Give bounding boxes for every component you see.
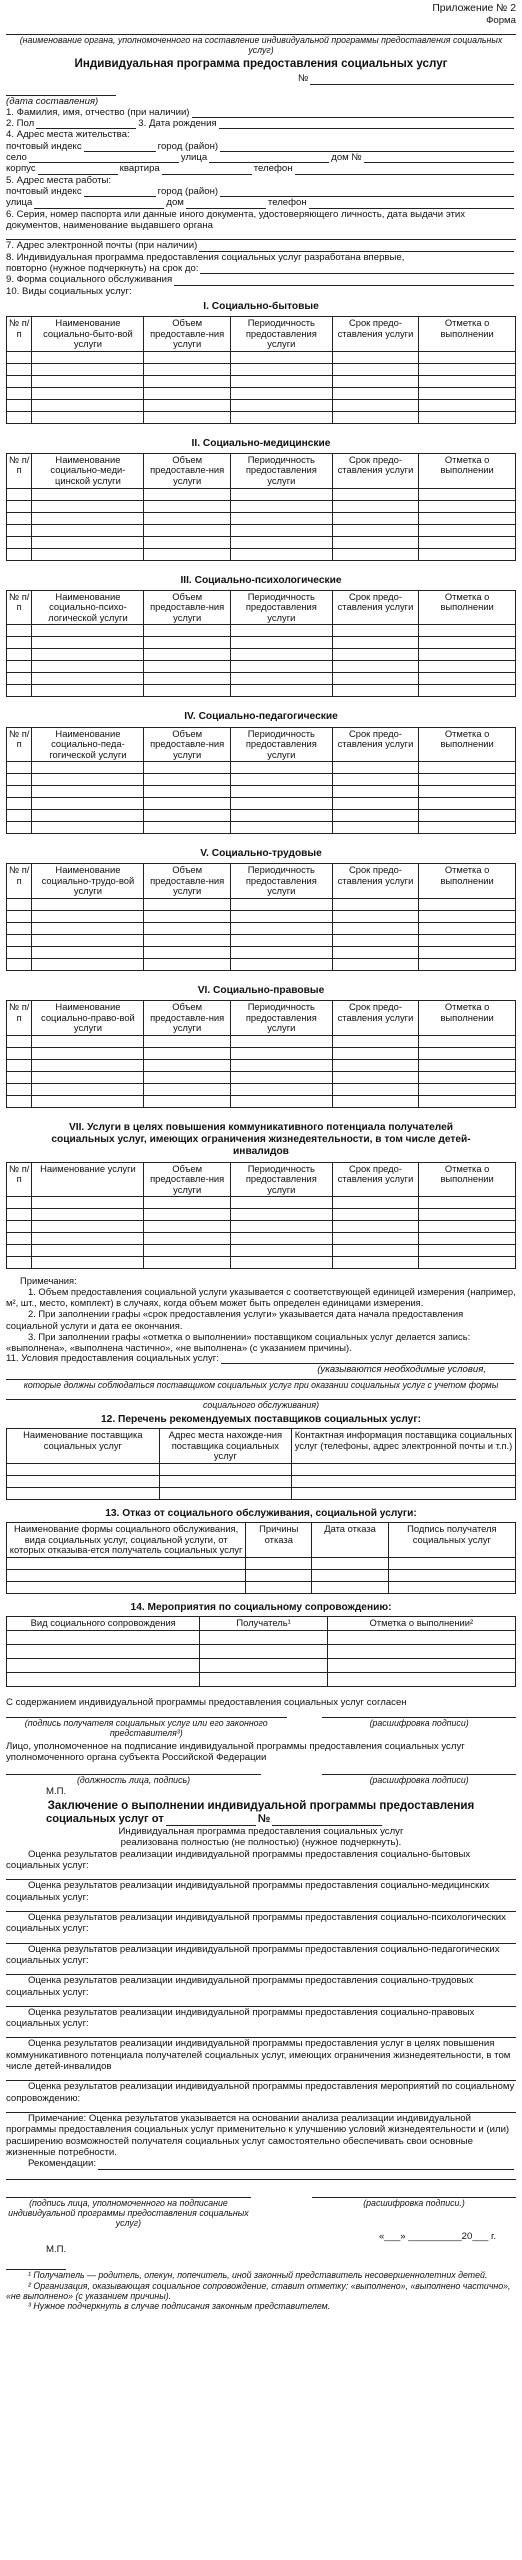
conditions-caption-c: социального обслуживания) — [202, 1399, 320, 1410]
services-table — [6, 590, 516, 698]
col-period: Периодичность предоставления услуги — [230, 1162, 332, 1197]
evaluation-text: Оценка результатов реализации индивидуальной программы предоставления социально-педагогических социальных услуг: — [6, 1943, 500, 1966]
postcode-label: почтовый индекс — [6, 140, 82, 152]
city-field[interactable] — [220, 141, 514, 152]
col-mark: Отметка о выполнении — [419, 864, 516, 899]
support-col-kind: Вид социального сопровождения — [7, 1617, 200, 1631]
table-row[interactable] — [7, 1083, 516, 1095]
col-service-name: Наименование услуги — [32, 1162, 144, 1197]
table-row[interactable] — [7, 1569, 516, 1581]
village-field[interactable] — [29, 152, 179, 163]
conclusion-p1: Индивидуальная программа предоставления социальных услуг — [118, 1826, 404, 1838]
section-title: II. Социально-медицинские — [191, 437, 331, 449]
conclusion-date-field[interactable] — [166, 1815, 256, 1826]
passport-field[interactable] — [6, 231, 516, 240]
field-work-label: 5. Адрес места работы: — [6, 174, 112, 186]
field-passport-label: 6. Серия, номер паспорта или данные иного документа, удостоверяющего личность, дата выдачи этих документов, наименование выдавшего органа — [6, 208, 466, 231]
date-caption: (дата составления) — [6, 95, 99, 107]
table-row[interactable] — [7, 1463, 516, 1475]
table-row[interactable] — [7, 387, 516, 399]
work-postcode-field[interactable] — [84, 186, 156, 197]
work-phone-label: телефон — [267, 197, 307, 209]
table-row[interactable] — [7, 774, 516, 786]
table-row[interactable] — [7, 512, 516, 524]
table-row[interactable] — [7, 810, 516, 822]
table-row[interactable] — [7, 536, 516, 548]
house-field[interactable] — [364, 152, 514, 163]
conclusion-p2: реализована полностью (не полностью) (нужное подчеркнуть). — [120, 1837, 402, 1849]
table-row[interactable] — [7, 488, 516, 500]
conclusion-title-b: социальных услуг от — [46, 1812, 164, 1825]
evaluation-text: Оценка результатов реализации индивидуальной программы предоставления мероприятий по социальному сопровождению: — [6, 2081, 515, 2104]
table-row[interactable] — [7, 1035, 516, 1047]
table-row[interactable] — [7, 911, 516, 923]
conclusion-title: Заключение о выполнении индивидуальной программы предоставления — [47, 1798, 475, 1812]
section-title: IV. Социально-педагогические — [184, 711, 338, 723]
note-3: 3. При заполнении графы «отметка о выполнении» поставщиком социальных услуг делается запись: «выполнена», «выполнена частично», «не выполнена» (с указанием причины). — [6, 1330, 471, 1353]
postcode-field[interactable] — [84, 141, 156, 152]
col-term: Срок предо-ставления услуги — [332, 317, 419, 352]
table-row[interactable] — [7, 822, 516, 834]
col-term: Срок предо-ставления услуги — [332, 1162, 419, 1197]
col-service-name: Наименование социально-право-вой услуги — [32, 1001, 144, 1036]
conditions-caption-b: которые должны соблюдаться поставщиком социальных услуг при оказании социальных услуг с учетом формы — [23, 1380, 499, 1391]
work-city-label: город (район) — [157, 186, 219, 198]
col-num: № п/п — [7, 1162, 32, 1197]
col-num: № п/п — [7, 453, 32, 488]
conditions-line-3[interactable] — [6, 1391, 516, 1400]
col-volume: Объем предоставле-ния услуги — [144, 727, 231, 762]
refusal-col-name: Наименование формы социального обслуживания, вида социальных услуг, социальной услуги, от которых отказыва-ется получатель социальных услуг — [7, 1523, 246, 1558]
notes-title: Примечания: — [20, 1275, 77, 1287]
evaluation-field[interactable] — [6, 2029, 516, 2038]
refusal-col-date: Дата отказа — [312, 1523, 388, 1558]
col-num: № п/п — [7, 590, 32, 625]
work-house-field[interactable] — [186, 198, 266, 209]
col-term: Срок предо-ставления услуги — [332, 1001, 419, 1036]
providers-title: 12. Перечень рекомендуемых поставщиков социальных услуг: — [101, 1414, 421, 1426]
col-period: Периодичность предоставления услуги — [230, 590, 332, 625]
col-service-name: Наименование социально-трудо-вой услуги — [32, 864, 144, 899]
corpus-field[interactable] — [38, 164, 118, 175]
providers-col-name: Наименование поставщика социальных услуг — [7, 1429, 160, 1464]
col-mark: Отметка о выполнении — [419, 1001, 516, 1036]
col-service-name: Наименование социально-психо-логической услуги — [32, 590, 144, 625]
refusal-col-sign: Подпись получателя социальных услуг — [388, 1523, 515, 1558]
refusal-col-reason: Причины отказа — [246, 1523, 312, 1558]
field-fio-label: 1. Фамилия, имя, отчество (при наличии) — [6, 106, 190, 118]
support-table — [6, 1616, 516, 1687]
number-field[interactable] — [310, 74, 514, 85]
table-row[interactable] — [7, 947, 516, 959]
conclusion-note: Примечание: Оценка результатов указывается на основании анализа реализации индивидуальной программы предоставления социальных услуг применительно к улучшению условий жизнедеятельности и (или) расширению возможностей получателя социальных услуг самостоятельно обеспечивать свои основные жизненные потребности. — [6, 2113, 510, 2158]
conclusion-num-field[interactable] — [272, 1815, 382, 1826]
work-street-label: улица — [6, 197, 33, 209]
org-line[interactable] — [6, 27, 516, 35]
col-service-name: Наименование социально-меди-цинской услуги — [32, 453, 144, 488]
conditions-label: 11. Условия предоставления социальных услуг: — [6, 1352, 219, 1364]
col-mark: Отметка о выполнении — [419, 727, 516, 762]
table-row[interactable] — [7, 685, 516, 697]
evaluation-field[interactable] — [6, 1935, 516, 1944]
table-row[interactable] — [7, 1197, 516, 1209]
col-volume: Объем предоставле-ния услуги — [144, 864, 231, 899]
position-decode-caption: (расшифровка подписи) — [369, 1775, 469, 1786]
col-service-name: Наименование социально-быто-вой услуги — [32, 317, 144, 352]
position-caption: (должность лица, подпись) — [76, 1775, 191, 1786]
col-mark: Отметка о выполнении — [419, 453, 516, 488]
recommendations-field[interactable] — [98, 2159, 514, 2170]
table-row[interactable] — [7, 1487, 516, 1499]
section-title: VII. Услуги в целях повышения коммуникативного потенциала получателей социальных услуг, имеющих ограничения жизнедеятельности, в том числе детей-инвалидов — [51, 1121, 471, 1158]
evaluation-text: Оценка результатов реализации индивидуальной программы предоставления социально-психологических социальных услуг: — [6, 1911, 506, 1935]
field-birth[interactable] — [219, 118, 514, 129]
apt-label: квартира — [119, 163, 160, 175]
corpus-label: корпус — [6, 163, 36, 175]
col-num: № п/п — [7, 317, 32, 352]
table-row[interactable] — [7, 1095, 516, 1107]
work-house-label: дом — [166, 197, 184, 209]
table-row[interactable] — [7, 524, 516, 536]
document-title: Индивидуальная программа предоставления социальных услуг — [74, 57, 448, 71]
footnote-2: ² Организация, оказывающая социальное сопровождение, ставит отметку: «выполнено», «выполнено частично», «не выполнено» (с указанием причины). — [6, 2280, 511, 2302]
col-num: № п/п — [7, 864, 32, 899]
city-label: город (район) — [157, 140, 219, 152]
table-row[interactable] — [7, 798, 516, 810]
col-mark: Отметка о выполнении — [419, 590, 516, 625]
table-row[interactable] — [7, 1245, 516, 1257]
col-term: Срок предо-ставления услуги — [332, 453, 419, 488]
footnote-3: ³ Нужное подчеркнуть в случае подписания законным представителем. — [28, 2301, 331, 2312]
col-num: № п/п — [7, 727, 32, 762]
footnote-1: ¹ Получатель — родитель, опекун, попечитель, иной законный представитель несовершеннолетних детей. — [28, 2270, 488, 2281]
agreement-decode-caption: (расшифровка подписи) — [369, 1717, 469, 1728]
agreement-signature-caption: (подпись получателя социальных услуг или его законного представителя³) — [24, 1717, 268, 1739]
work-street-field[interactable] — [34, 198, 164, 209]
agreement-text: С содержанием индивидуальной программы предоставления социальных услуг согласен — [6, 1696, 407, 1708]
support-col-mark: Отметка о выполнении² — [327, 1617, 515, 1631]
table-row[interactable] — [7, 1557, 516, 1569]
col-period: Периодичность предоставления услуги — [230, 453, 332, 488]
col-volume: Объем предоставле-ния услуги — [144, 1001, 231, 1036]
refusal-title: 13. Отказ от социального обслуживания, социальной услуги: — [105, 1507, 417, 1519]
table-row[interactable] — [7, 1221, 516, 1233]
col-num: № п/п — [7, 1001, 32, 1036]
work-postcode-label: почтовый индекс — [6, 186, 82, 198]
table-row[interactable] — [7, 375, 516, 387]
appendix-label: Приложение № 2 — [432, 3, 516, 14]
col-term: Срок предо-ставления услуги — [332, 727, 419, 762]
services-table — [6, 727, 516, 835]
field-email[interactable] — [199, 241, 514, 252]
apt-field[interactable] — [162, 164, 252, 175]
col-volume: Объем предоставле-ния услуги — [144, 1162, 231, 1197]
phone-label: телефон — [253, 163, 293, 175]
org-caption: (наименование органа, уполномоченного на составление индивидуальной программы предоставления социальных услуг) — [19, 34, 503, 55]
col-service-name: Наименование социально-педа-гогической услуги — [32, 727, 144, 762]
table-row[interactable] — [7, 1059, 516, 1071]
table-row[interactable] — [7, 959, 516, 971]
conclusion-stamp-label: М.П. — [46, 2244, 67, 2256]
field-term-label: повторно (нужное подчеркнуть) на срок до: — [6, 262, 199, 274]
table-row[interactable] — [7, 1475, 516, 1487]
field-form-label: 9. Форма социального обслуживания — [6, 274, 173, 286]
conclusion-num-label: № — [257, 1812, 271, 1825]
table-row[interactable] — [7, 411, 516, 423]
work-city-field[interactable] — [220, 186, 514, 197]
field-form[interactable] — [174, 275, 514, 286]
table-row[interactable] — [7, 1209, 516, 1221]
field-fio[interactable] — [192, 107, 515, 118]
work-phone-field[interactable] — [309, 198, 514, 209]
field-birth-label: 3. Дата рождения — [138, 118, 217, 130]
services-table — [6, 1000, 516, 1108]
conclusion-decode-caption: (расшифровка подписи.) — [363, 2197, 465, 2208]
table-row[interactable] — [7, 399, 516, 411]
section-title: III. Социально-психологические — [180, 574, 342, 586]
services-table — [6, 316, 516, 424]
conclusion-signature-caption: (подпись лица, уполномоченного на подписание индивидуальной программы предоставления социальных услуг) — [8, 2197, 249, 2229]
col-period: Периодичность предоставления услуги — [230, 727, 332, 762]
table-row[interactable] — [7, 500, 516, 512]
field-email-label: 7. Адрес электронной почты (при наличии) — [6, 240, 198, 252]
providers-table — [6, 1428, 516, 1500]
note-2: 2. При заполнении графы «срок предоставления услуги» указывается дата начала предоставления социальной услуги и дата ее окончания. — [6, 1308, 464, 1331]
evaluation-text: Оценка результатов реализации индивидуальной программы предоставления социально-правовых социальных услуг: — [6, 2006, 475, 2030]
col-mark: Отметка о выполнении — [419, 317, 516, 352]
table-row[interactable] — [7, 1658, 516, 1672]
col-term: Срок предо-ставления услуги — [332, 590, 419, 625]
field-sex-label: 2. Пол — [6, 118, 35, 130]
form-label: Форма — [486, 15, 516, 27]
street-label: улица — [180, 152, 208, 164]
table-row[interactable] — [7, 351, 516, 363]
table-row[interactable] — [7, 935, 516, 947]
number-label: № — [298, 73, 309, 85]
evaluation-field[interactable] — [6, 2104, 516, 2113]
table-row[interactable] — [7, 661, 516, 673]
support-col-recipient: Получатель¹ — [200, 1617, 327, 1631]
house-label: дом № — [331, 152, 362, 164]
section-title: I. Социально-бытовые — [203, 300, 319, 312]
table-row[interactable] — [7, 923, 516, 935]
field-kinds-label: 10. Виды социальных услуг: — [6, 285, 132, 297]
section-title: V. Социально-трудовые — [200, 848, 322, 860]
evaluation-text: Оценка результатов реализации индивидуальной программы предоставления социально-бытовых социальных услуг: — [6, 1848, 471, 1872]
services-table — [6, 863, 516, 971]
date-field[interactable] — [6, 85, 116, 96]
table-row[interactable] — [7, 1257, 516, 1269]
table-row[interactable] — [7, 363, 516, 375]
evaluation-field[interactable] — [6, 1998, 516, 2007]
field-program-label: 8. Индивидуальная программа предоставления социальных услуг разработана впервые, — [6, 251, 405, 263]
table-row[interactable] — [7, 1644, 516, 1658]
table-row[interactable] — [7, 1630, 516, 1644]
col-term: Срок предо-ставления услуги — [332, 864, 419, 899]
table-row[interactable] — [7, 1047, 516, 1059]
table-row[interactable] — [7, 899, 516, 911]
services-table — [6, 453, 516, 561]
table-row[interactable] — [7, 786, 516, 798]
table-row[interactable] — [7, 673, 516, 685]
conditions-caption-a: (указываются необходимые условия, — [317, 1364, 486, 1376]
authorized-person-text: Лицо, уполномоченное на подписание индивидуальной программы предоставления социальных услуг уполномоченного органа субъекта Российской Федерации — [6, 1740, 465, 1763]
stamp-label: М.П. — [46, 1785, 67, 1797]
col-period: Периодичность предоставления услуги — [230, 317, 332, 352]
table-row[interactable] — [7, 1233, 516, 1245]
conditions-field[interactable] — [221, 1353, 514, 1364]
col-mark: Отметка о выполнении — [419, 1162, 516, 1197]
table-row[interactable] — [7, 1672, 516, 1686]
field-term[interactable] — [200, 263, 514, 274]
service-sections — [6, 301, 516, 1269]
note-1: 1. Объем предоставления социальной услуги указывается с соответствующей единицей измерения (например, м², шт., место, комплект) в случаях, когда объем может быть определен единицами измерения. — [6, 1286, 516, 1309]
evaluation-text: Оценка результатов реализации индивидуальной программы предоставления социально-медицинских социальных услуг: — [6, 1880, 490, 1903]
table-row[interactable] — [7, 762, 516, 774]
street-field[interactable] — [209, 152, 329, 163]
evaluation-text: Оценка результатов реализации индивидуальной программы предоставления услуг в целях повышения коммуникативного потенциала получателей социальных услуг, имеющих ограничения жизнедеятельности, в том числе детей-инвалидов — [6, 2038, 511, 2073]
phone-field[interactable] — [295, 164, 514, 175]
table-row[interactable] — [7, 625, 516, 637]
evaluation-field[interactable] — [6, 1871, 516, 1880]
col-volume: Объем предоставле-ния услуги — [144, 317, 231, 352]
evaluation-field[interactable] — [6, 1966, 516, 1975]
col-period: Периодичность предоставления услуги — [230, 864, 332, 899]
table-row[interactable] — [7, 1581, 516, 1593]
field-sex[interactable] — [36, 118, 136, 129]
table-row[interactable] — [7, 1071, 516, 1083]
providers-col-address: Адрес места нахожде-ния поставщика социальных услуг — [159, 1429, 291, 1464]
conclusion-date[interactable]: «___» __________20___ г. — [378, 2230, 496, 2242]
evaluation-field[interactable] — [6, 2072, 516, 2081]
recommendations-label: Рекомендации: — [28, 2158, 96, 2170]
col-period: Периодичность предоставления услуги — [230, 1001, 332, 1036]
col-volume: Объем предоставле-ния услуги — [144, 453, 231, 488]
services-table — [6, 1162, 516, 1270]
evaluations — [6, 1849, 516, 2113]
providers-col-contacts: Контактная информация поставщика социальных услуг (телефоны, адрес электронной почты и т.п.) — [292, 1429, 516, 1464]
table-row[interactable] — [7, 548, 516, 560]
evaluation-field[interactable] — [6, 1903, 516, 1912]
field-address-label: 4. Адрес места жительства: — [6, 129, 130, 141]
evaluation-text: Оценка результатов реализации индивидуальной программы предоставления социально-трудовых социальных услуг: — [6, 1975, 474, 1998]
support-title: 14. Мероприятия по социальному сопровождению: — [130, 1601, 392, 1613]
table-row[interactable] — [7, 649, 516, 661]
recommendations-line-2[interactable] — [6, 2170, 516, 2180]
table-row[interactable] — [7, 637, 516, 649]
village-label: село — [6, 152, 27, 164]
refusal-table — [6, 1522, 516, 1594]
col-volume: Объем предоставле-ния услуги — [144, 590, 231, 625]
section-title: VI. Социально-правовые — [197, 985, 325, 996]
